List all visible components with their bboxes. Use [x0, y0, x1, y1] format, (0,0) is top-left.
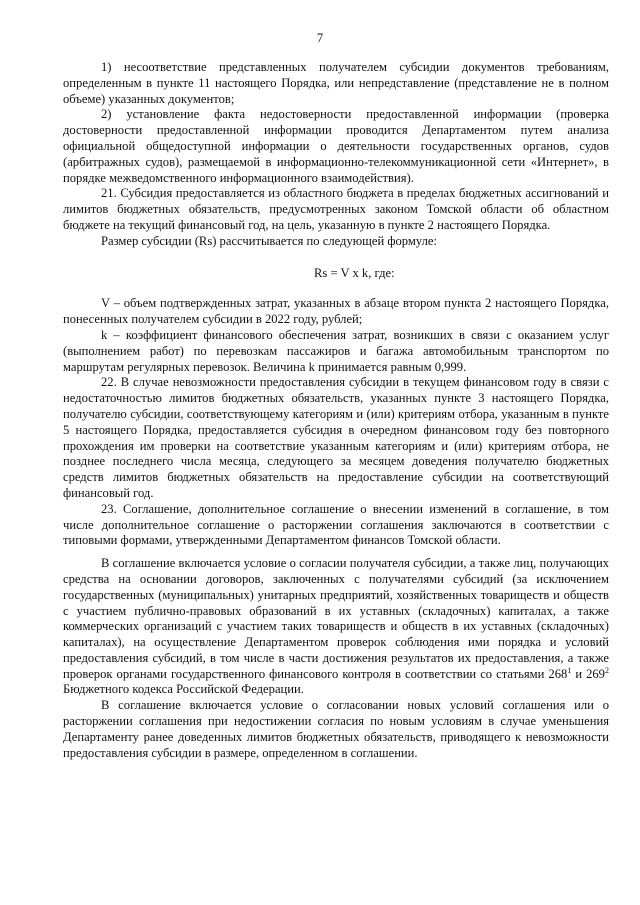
paragraph-v-definition: V – объем подтвержденных затрат, указанных в абзаце втором пункта 2 настоящего Порядка, понесенных получателем субсидии в 2022 году, рублей; [63, 296, 609, 327]
paragraph-k-definition: k – коэффициент финансового обеспечения затрат, возникших в связи с оказанием услуг (выполнением работ) по перевозкам пассажиров и багажа автомобильным транспортом по маршрутам регулярных перевозок. Величина k принимается равным 0,999. [63, 327, 609, 374]
paragraph-22: 22. В случае невозможности предоставления субсидии в текущем финансовом году в связи с недостаточностью лимитов бюджетных обязательств, указанных пункте 3 настоящего Порядка, получателю субсидии, соответствующему категориям и (или) критериям отбора, указанным в пункте 5 настоящего Порядка, предоставляется субсидия в очередном финансовом году без повторного прохождения им проверки на соответствие указанным категориям и (или) критериям отбора, не позднее последнего числа месяца, следующего за месяцем доведения получателю бюджетных средств лимитов бюджетных обязательств на предоставление субсидии на соответствующий финансовый год. [63, 375, 609, 500]
formula: Rs = V x k, где: [314, 265, 395, 280]
paragraph-21: 21. Субсидия предоставляется из областного бюджета в пределах бюджетных ассигнований и лимитов бюджетных обязательств, предусмотренных законом Томской области об областном бюджете на текущий финансовый год, на цель, указанную в пункте 2 настоящего Порядка. [63, 186, 609, 232]
paragraph-item-1: 1) несоответствие представленных получателем субсидии документов требованиям, определенным в пункте 11 настоящего Порядка, или непредставление (представление не в полном объеме) указанных документов; [63, 60, 609, 106]
paragraph-formula-intro: Размер субсидии (Rs) рассчитывается по следующей формуле: [101, 233, 437, 248]
paragraph-item-2: 2) установление факта недостоверности предоставленной информации (проверка достоверности предоставленной информации проводится Департаментом путем анализа официальной общедоступной информации о деятельности государственных органов, судов (арбитражных судов), размещаемой в информационно-телекоммуникационной сети «Интернет», в порядке межведомственного информационного взаимодействия). [63, 107, 609, 185]
page-number: 7 [316, 31, 324, 45]
paragraph-agreement-consent-mid: и 269 [571, 666, 605, 681]
paragraph-agreement-consent-end: Бюджетного кодекса Российской Федерации. [63, 682, 304, 697]
paragraph-agreement-consent [63, 556, 609, 698]
superscript-1: 1 [567, 665, 572, 675]
paragraph-agreement-termination: В соглашение включается условие о согласовании новых условий соглашения или о расторжении соглашения при недостижении согласия по новым условиям в случае уменьшения Департаменту ранее доведенных лимитов бюджетных обязательств, приводящего к невозможности предоставления субсидии в размере, определенном в соглашении. [63, 698, 609, 760]
paragraph-23: 23. Соглашение, дополнительное соглашение о внесении изменений в соглашение, в том числе дополнительное соглашение о расторжении соглашения заключаются в соответствии с типовыми формами, утвержденными Департаментом финансов Томской области. [63, 501, 609, 548]
document-body [63, 60, 609, 761]
superscript-2: 2 [604, 665, 609, 675]
paragraph-agreement-consent-text: В соглашение включается условие о согласии получателя субсидии, а также лиц, получающих средства на основании договоров, заключенных с получателями субсидий (за исключением государственных (муниципальных) унитарных предприятий, хозяйственных товариществ и обществ с участием публично-правовых образований в их уставных (складочных) капиталах, а также коммерческих организаций с участием таких товариществ и обществ в их уставных (складочных) капиталах), на осуществление Департаментом проверок соблюдения ими порядка и условий предоставления субсидий, в том числе в части достижения результатов их предоставления, а также проверок органами государственного финансового контроля в соответствии со статьями 268 [63, 556, 609, 681]
